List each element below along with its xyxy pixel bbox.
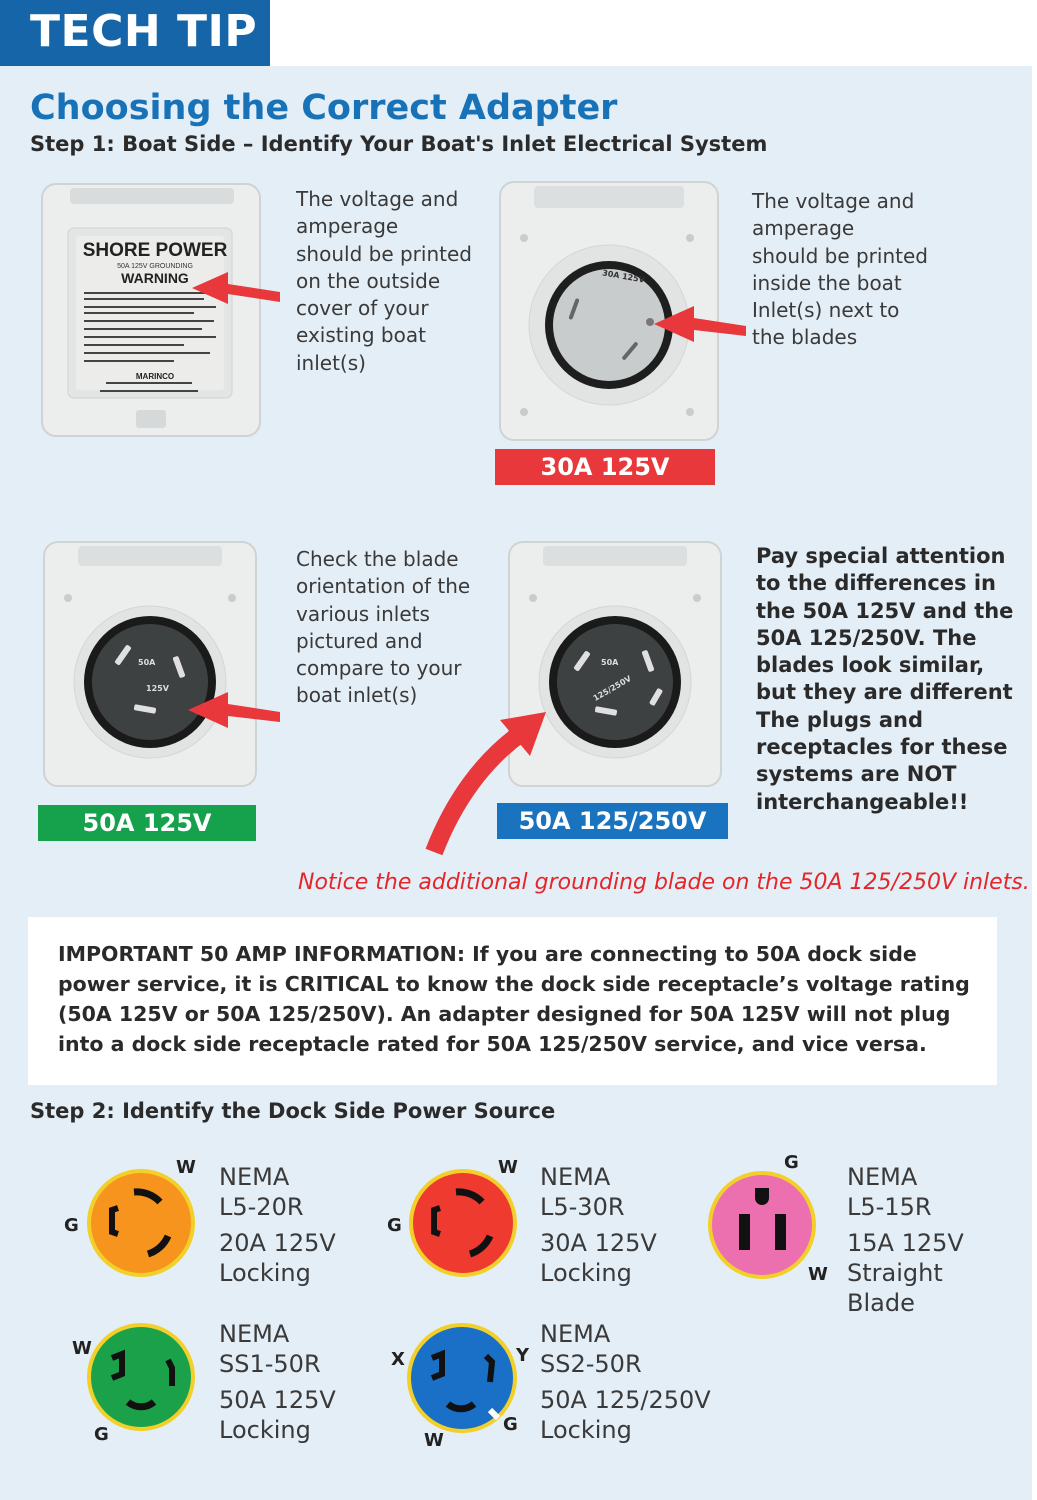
tech-tip-label: TECH TIP — [30, 6, 258, 57]
pin-label-w: W — [424, 1430, 444, 1451]
inlet-50a-125v-image — [42, 540, 258, 788]
receptacle-l5-30r-icon — [408, 1168, 518, 1278]
tech-tip-banner — [0, 0, 270, 66]
cover-label-rating: 50A 125V GROUNDING — [117, 263, 193, 270]
important-info-box — [28, 917, 997, 1085]
receptacle-l5-15r-label: NEMA L5-15R 15A 125V Straight Blade — [847, 1163, 964, 1317]
inlet-125-250v-print: 125/250V — [591, 673, 633, 704]
pin-label-g: G — [64, 1215, 79, 1236]
receptacle-l5-20r-icon — [86, 1168, 196, 1278]
step2-heading: Step 2: Identify the Dock Side Power Source — [30, 1099, 556, 1123]
important-text: IMPORTANT 50 AMP INFORMATION: If you are connecting to 50A dock side power service, it is CRITICAL to know the dock side receptacle’s voltage rating (50A 125V or 50A 125/250V). An adapter designed for 50A 125V will not plug into a dock side receptacle rated for 50A 125/250V service, and vice versa. — [58, 942, 970, 1056]
cover-label-warning: WARNING — [121, 270, 189, 286]
badge-50a-125-250v: 50A 125/250V — [497, 803, 728, 839]
step1-heading: Step 1: Boat Side – Identify Your Boat's Inlet Electrical System — [30, 132, 768, 156]
pin-label-g: G — [503, 1414, 518, 1435]
receptacle-ss2-50r-label: NEMA SS2-50R 50A 125/250V Locking — [540, 1320, 711, 1444]
red-arrow-icon — [650, 302, 750, 352]
pin-label-w: W — [72, 1338, 92, 1359]
red-arrow-icon — [184, 262, 284, 332]
pin-label-w: W — [808, 1264, 828, 1285]
badge-30a-125v: 30A 125V — [495, 449, 715, 485]
page-title: Choosing the Correct Adapter — [30, 88, 618, 128]
inlet-125v-print: 125V — [146, 684, 169, 693]
cover-label-brand: MARINCO — [135, 372, 175, 381]
receptacle-ss2-50r-icon — [406, 1322, 518, 1434]
inlet-50a-amp-print: 50A — [138, 658, 156, 667]
pin-label-g: G — [784, 1152, 799, 1173]
receptacle-l5-30r-label: NEMA L5-30R 30A 125V Locking — [540, 1163, 657, 1287]
receptacle-l5-15r-icon — [707, 1170, 817, 1280]
receptacle-ss1-50r-icon — [86, 1322, 196, 1432]
pin-label-w: W — [498, 1157, 518, 1178]
badge-50a-125v: 50A 125V — [38, 805, 256, 841]
inlet-50a-amp-print: 50A — [601, 658, 619, 667]
pin-label-g: G — [387, 1215, 402, 1236]
cover-label-title: SHORE POWER — [82, 240, 228, 261]
pin-label-g: G — [94, 1424, 109, 1445]
receptacle-l5-20r-label: NEMA L5-20R 20A 125V Locking — [219, 1163, 336, 1287]
caption-blade-orientation: Check the blade orientation of the various inlets pictured and compare to your boat inlet(s) — [296, 547, 471, 708]
pin-label-w: W — [176, 1157, 196, 1178]
red-arrow-icon — [188, 690, 284, 740]
inlet-30a-amp-print: 30A 125V — [601, 268, 646, 285]
receptacle-ss1-50r-label: NEMA SS1-50R 50A 125V Locking — [219, 1320, 336, 1444]
pin-label-y: Y — [516, 1345, 530, 1366]
pin-label-x: X — [391, 1349, 405, 1370]
caption-outside-cover: The voltage and amperage should be printed on the outside cover of your existing boat inlet(s) — [296, 187, 472, 375]
caption-pay-attention: Pay special attention to the differences in the 50A 125V and the 50A 125/250V. The blades look similar, but they are different The plugs and receptacles for these systems are NOT interchangeable!! — [756, 544, 1014, 814]
caption-inside-inlet: The voltage and amperage should be printed inside the boat Inlet(s) next to the blades — [752, 189, 928, 350]
grounding-notice: Notice the additional grounding blade on the 50A 125/250V inlets. — [298, 870, 1030, 895]
